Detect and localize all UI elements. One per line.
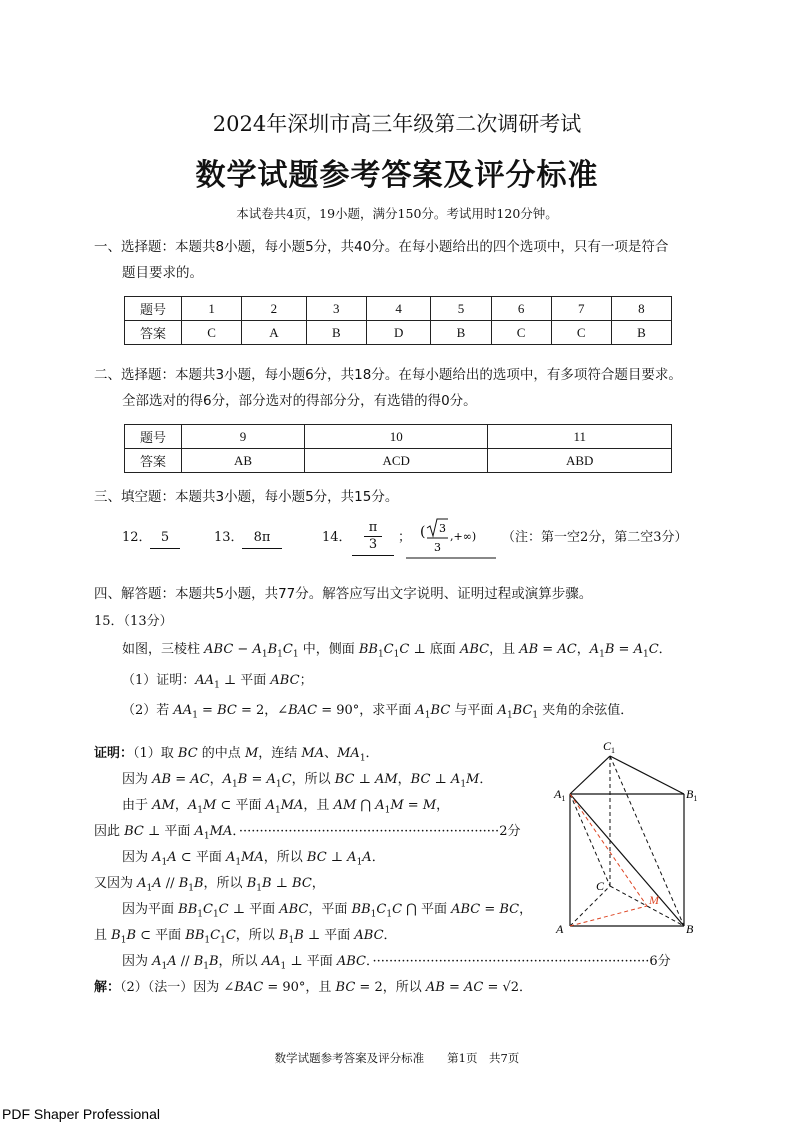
- document-title: 数学试题参考答案及评分标准: [195, 158, 599, 193]
- q14-answer1: [352, 520, 394, 556]
- answer-cell: ABD: [488, 449, 672, 473]
- q14-answer1-denominator: 3: [368, 537, 378, 552]
- section2-heading-line1: 二、选择题：本题共3小题，每小题6分，共18分。在每小题给出的选项中，有多项符合题目要求。: [94, 367, 682, 383]
- question-number: 9: [182, 425, 305, 449]
- question-number: 11: [488, 425, 672, 449]
- question-number: 6: [491, 297, 551, 321]
- q14-label: 14．: [322, 530, 352, 545]
- svg-text:3: 3: [434, 541, 441, 554]
- q14-separator: ；: [398, 530, 412, 545]
- score-2: 2分: [499, 824, 521, 839]
- label-b: B: [686, 922, 694, 936]
- answer-cell: ACD: [304, 449, 488, 473]
- answer-cell: AB: [182, 449, 305, 473]
- svg-text:3: 3: [439, 522, 446, 535]
- table-row: [125, 297, 672, 321]
- q14-answer2-formula: [406, 516, 498, 560]
- answer-cell: C: [491, 321, 551, 345]
- label-b1: $B_1$: [686, 787, 698, 803]
- question-number: 7: [551, 297, 611, 321]
- label-m: M: [649, 893, 659, 907]
- question-number: 8: [611, 297, 671, 321]
- table-row: [125, 449, 672, 473]
- section2-heading-line2: 全部选对的得6分，部分选对的得部分分，有选错的得0分。: [122, 393, 477, 409]
- row-label: 答案: [125, 321, 182, 345]
- answer-cell: B: [431, 321, 491, 345]
- q15-proof: 证明：（1）取 BC 的中点 M，连结 MA、$MA_1$． 因为 AB = AC，$A_1B = A_1C$，所以 BC ⊥ AM，BC ⊥ $A_1M$． 由于 AM，$A_1M$ ⊂ 平面 $A_1MA$，且 AM ⋂ $A_1M = M$， 因此 BC ⊥ 平面 $A_1MA$．·······························································2分 因为 $A_1A$ ⊂ 平面 $A_1MA$，所以 BC ⊥ $A_1A$． 又因为 $A_1A // B_1B$，所以 $B_1B$ ⊥ BC， 因为平面 $BB_1C_1C$ ⊥ 平面 ABC，平面 $BB_1C_1C$ ⋂ 平面 ABC = BC， 且 $B_1B$ ⊂ 平面 $BB_1C_1C$，所以 $B_1B$ ⊥ 平面 ABC． 因为 $A_1A // B_1B$，所以 $AA_1$ ⊥ 平面 ABC．···································································6分 解：（2）（法一）因为 ∠BAC = 90°，且 BC = 2，所以 AB = AC = √2．: [94, 746, 671, 995]
- question-number: 1: [182, 297, 242, 321]
- svg-text:,+∞): ,+∞): [450, 530, 477, 543]
- exam-title: 2024年深圳市高三年级第二次调研考试: [212, 112, 582, 136]
- q12-answer: 5: [150, 528, 180, 549]
- answer-cell: B: [306, 321, 366, 345]
- row-label: 题号: [125, 425, 182, 449]
- label-a: A: [556, 922, 564, 936]
- prism-figure: [552, 736, 712, 942]
- answer-cell: C: [182, 321, 242, 345]
- section1-heading-line2: 题目要求的。: [122, 265, 203, 281]
- fill-in-answers: [122, 520, 722, 568]
- table-row: [125, 321, 672, 345]
- q13-answer: 8π: [242, 528, 282, 549]
- q15-label: 15．（13分）: [94, 614, 173, 629]
- page-footer: 数学试题参考答案及评分标准 第1页 共7页: [274, 1051, 520, 1065]
- answer-cell: A: [242, 321, 307, 345]
- q13-label: 13．: [214, 530, 244, 545]
- question-number: 10: [304, 425, 488, 449]
- section4-heading: 四、解答题：本题共5小题，共77分。解答应写出文字说明、证明过程或演算步骤。: [94, 586, 593, 602]
- answer-cell: D: [366, 321, 431, 345]
- section1-heading: [94, 234, 714, 286]
- q14-note: （注：第一空2分，第二空3分）: [502, 530, 688, 545]
- score-6: 6分: [649, 954, 671, 969]
- svg-text:(: (: [420, 524, 426, 540]
- q15-statement: 如图，三棱柱 ABC − $A_1B_1C_1$ 中，侧面 $BB_1C_1C$ ⊥ 底面 ABC，且 AB = AC，$A_1B = A_1C$． （1）证明：$AA_1$ ⊥ 平面 ABC； （2）若 $AA_1$ = BC = 2，∠BAC = 90°，求平面 $A_1BC$ 与平面 $A_1BC_1$ 夹角的余弦值．: [122, 642, 672, 721]
- table-row: [125, 425, 672, 449]
- section2-answer-table: [124, 424, 672, 473]
- label-c: C: [596, 879, 605, 893]
- row-label: 题号: [125, 297, 182, 321]
- question-number: 5: [431, 297, 491, 321]
- q14-answer2: [406, 516, 498, 560]
- section2-heading: [94, 362, 714, 414]
- q12-label: 12．: [122, 530, 152, 545]
- answer-cell: B: [611, 321, 671, 345]
- question-number: 2: [242, 297, 307, 321]
- section1-answer-table: [124, 296, 672, 345]
- exam-info: 本试卷共4页，19小题，满分150分。考试用时120分钟。: [236, 206, 558, 221]
- section1-heading-line1: 一、选择题：本题共8小题，每小题5分，共40分。在每小题给出的四个选项中，只有一项是符合: [94, 239, 669, 255]
- row-label: 答案: [125, 449, 182, 473]
- watermark: PDF Shaper Professional: [2, 1106, 160, 1122]
- section3-heading: 三、填空题：本题共3小题，每小题5分，共15分。: [94, 489, 399, 505]
- label-a1: $A_1$: [554, 787, 566, 803]
- label-c1: $C_1$: [603, 739, 616, 755]
- answer-cell: C: [551, 321, 611, 345]
- q14-answer1-numerator: π: [368, 520, 378, 535]
- question-number: 4: [366, 297, 431, 321]
- question-number: 3: [306, 297, 366, 321]
